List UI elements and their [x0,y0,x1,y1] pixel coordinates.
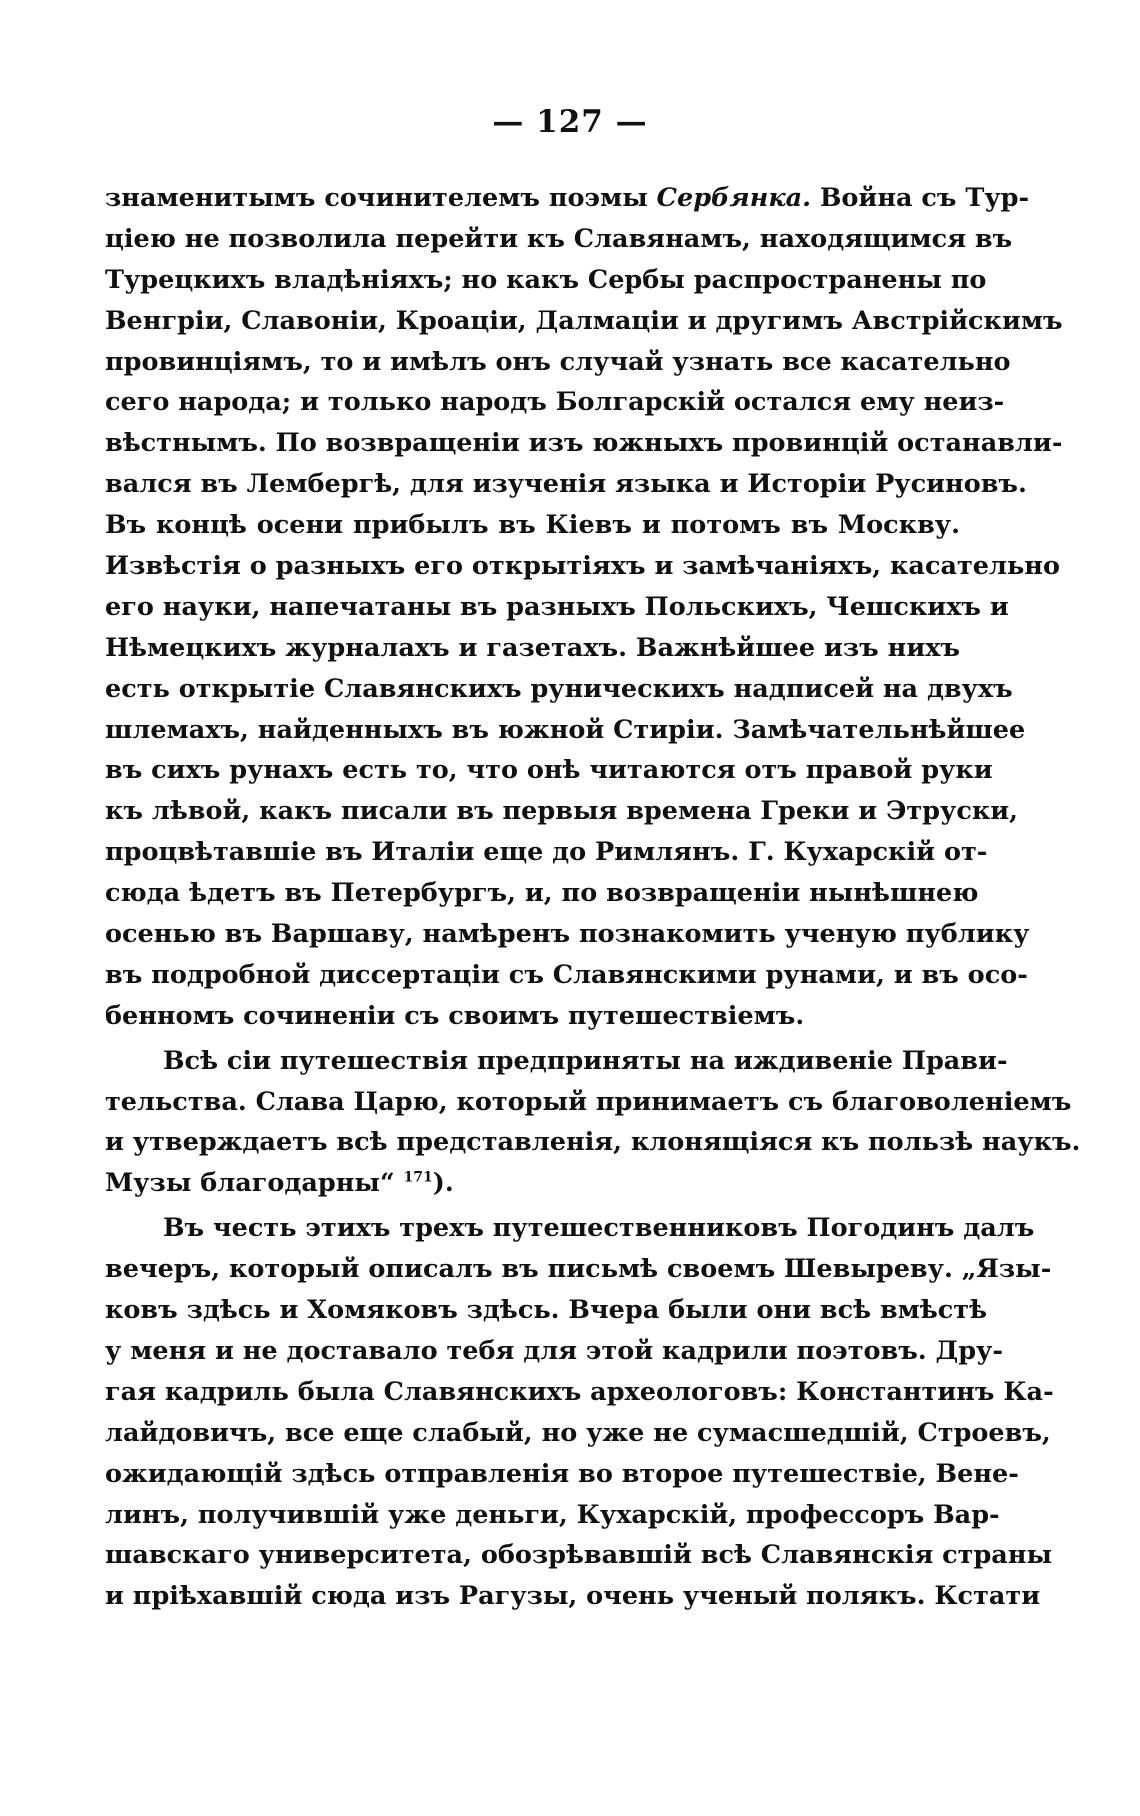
text-line: тельства. Слава Царю, который принимаетъ съ благоволенiемъ [105,1086,1072,1117]
text-line: Музы благодарны“ $^{171}$). [105,1168,454,1199]
text-line: лайдовичъ, все еще слабый, но уже не сумасшедшiй, Строевъ, [105,1417,1051,1448]
text-line: Извѣстiя о разныхъ его открытiяхъ и замѣчанiяхъ, касательно [105,551,1060,582]
text-line: ожидающiй здѣсь отправленiя во второе путешествiе, Вене- [105,1458,1019,1489]
text-line: въ подробной диссертацiи съ Славянскими рунами, и въ осо- [105,959,1028,990]
text-line: вечеръ, который описалъ въ письмѣ своемъ Шевыреву. „Язы- [105,1254,1052,1285]
text-line: Венгрiи, Славонiи, Кроацiи, Далмацiи и другимъ Австрiйскимъ [105,305,1063,336]
text-line: Въ концѣ осени прибылъ въ Кiевъ и потомъ въ Москву. [105,510,960,541]
body-text [105,178,1081,1617]
text-line: линъ, получившiй уже деньги, Кухарскiй, профессоръ Вар- [105,1499,1000,1530]
text-line: ковъ здѣсь и Хомяковъ здѣсь. Вчера были они всѣ вмѣстѣ [105,1295,988,1326]
paragraph-3 [105,1208,1054,1617]
text-line: Въ честь этихъ трехъ путешественниковъ Погодинъ далъ [163,1213,1035,1244]
text-line: процвѣтавшiе въ Италiи еще до Римлянъ. Г. Кухарскiй от- [105,837,988,868]
text-line: цiею не позволила перейти къ Славянамъ, находящимся въ [105,223,1013,254]
text-line: у меня и не доставало тебя для этой кадрили поэтовъ. Дру- [105,1335,1003,1366]
footnote-ref: 171 [403,1169,433,1186]
text-line: Всѣ сiи путешествiя предприняты на иждивенiе Прави- [163,1045,1008,1076]
paragraph-1 [105,178,1063,1037]
text-line: сего народа; и только народъ Болгарскiй остался ему неиз- [105,387,1005,418]
text-line: осенью въ Варшаву, намѣренъ познакомить ученую публику [105,919,1030,950]
text-line: бенномъ сочиненiи съ своимъ путешествiемъ. [105,1000,805,1031]
text-line: вѣстнымъ. По возвращенiи изъ южныхъ провинцiй останавли- [105,428,1063,459]
text-line: его науки, напечатаны въ разныхъ Польскихъ, Чешскихъ и [105,591,1009,622]
text-line: сюда ѣдетъ въ Петербургъ, и, по возвращенiи нынѣшнею [105,878,979,909]
text-line: Нѣмецкихъ журналахъ и газетахъ. Важнѣйшее изъ нихъ [105,632,960,663]
text-line: и утверждаетъ всѣ представленiя, клонящiяся къ пользѣ наукъ. [105,1127,1081,1158]
text-line: есть открытiе Славянскихъ руническихъ надписей на двухъ [105,673,1013,704]
text-line: знаменитымъ сочинителемъ поэмы Сербянка. Война съ Тур- [105,183,1030,213]
text-line: въ сихъ рунахъ есть то, что онѣ читаются отъ правой руки [105,755,993,786]
paragraph-2 [105,1041,1081,1205]
text-line: гая кадриль была Славянскихъ археологовъ: Константинъ Ка- [105,1376,1054,1407]
text-line: Турецкихъ владѣнiяхъ; но какъ Сербы распространены по [105,264,987,295]
text-line: провинцiямъ, то и имѣлъ онъ случай узнать все касательно [105,346,1011,377]
text-line: вался въ Лембергѣ, для изученiя языка и Исторiи Русиновъ. [105,469,1027,500]
text-line: шлемахъ, найденныхъ въ южной Стирiи. Замѣчательнѣйшее [105,714,1026,745]
text-line: и прiѣхавшiй сюда изъ Рагузы, очень ученый полякъ. Кстати [105,1581,1041,1612]
text-line: къ лѣвой, какъ писали въ первыя времена Греки и Этруски, [105,796,1019,827]
page-number: — 127 — [492,104,648,140]
text-line: шавскаго университета, обозрѣвавшiй всѣ Славянскiя страны [105,1540,1053,1571]
